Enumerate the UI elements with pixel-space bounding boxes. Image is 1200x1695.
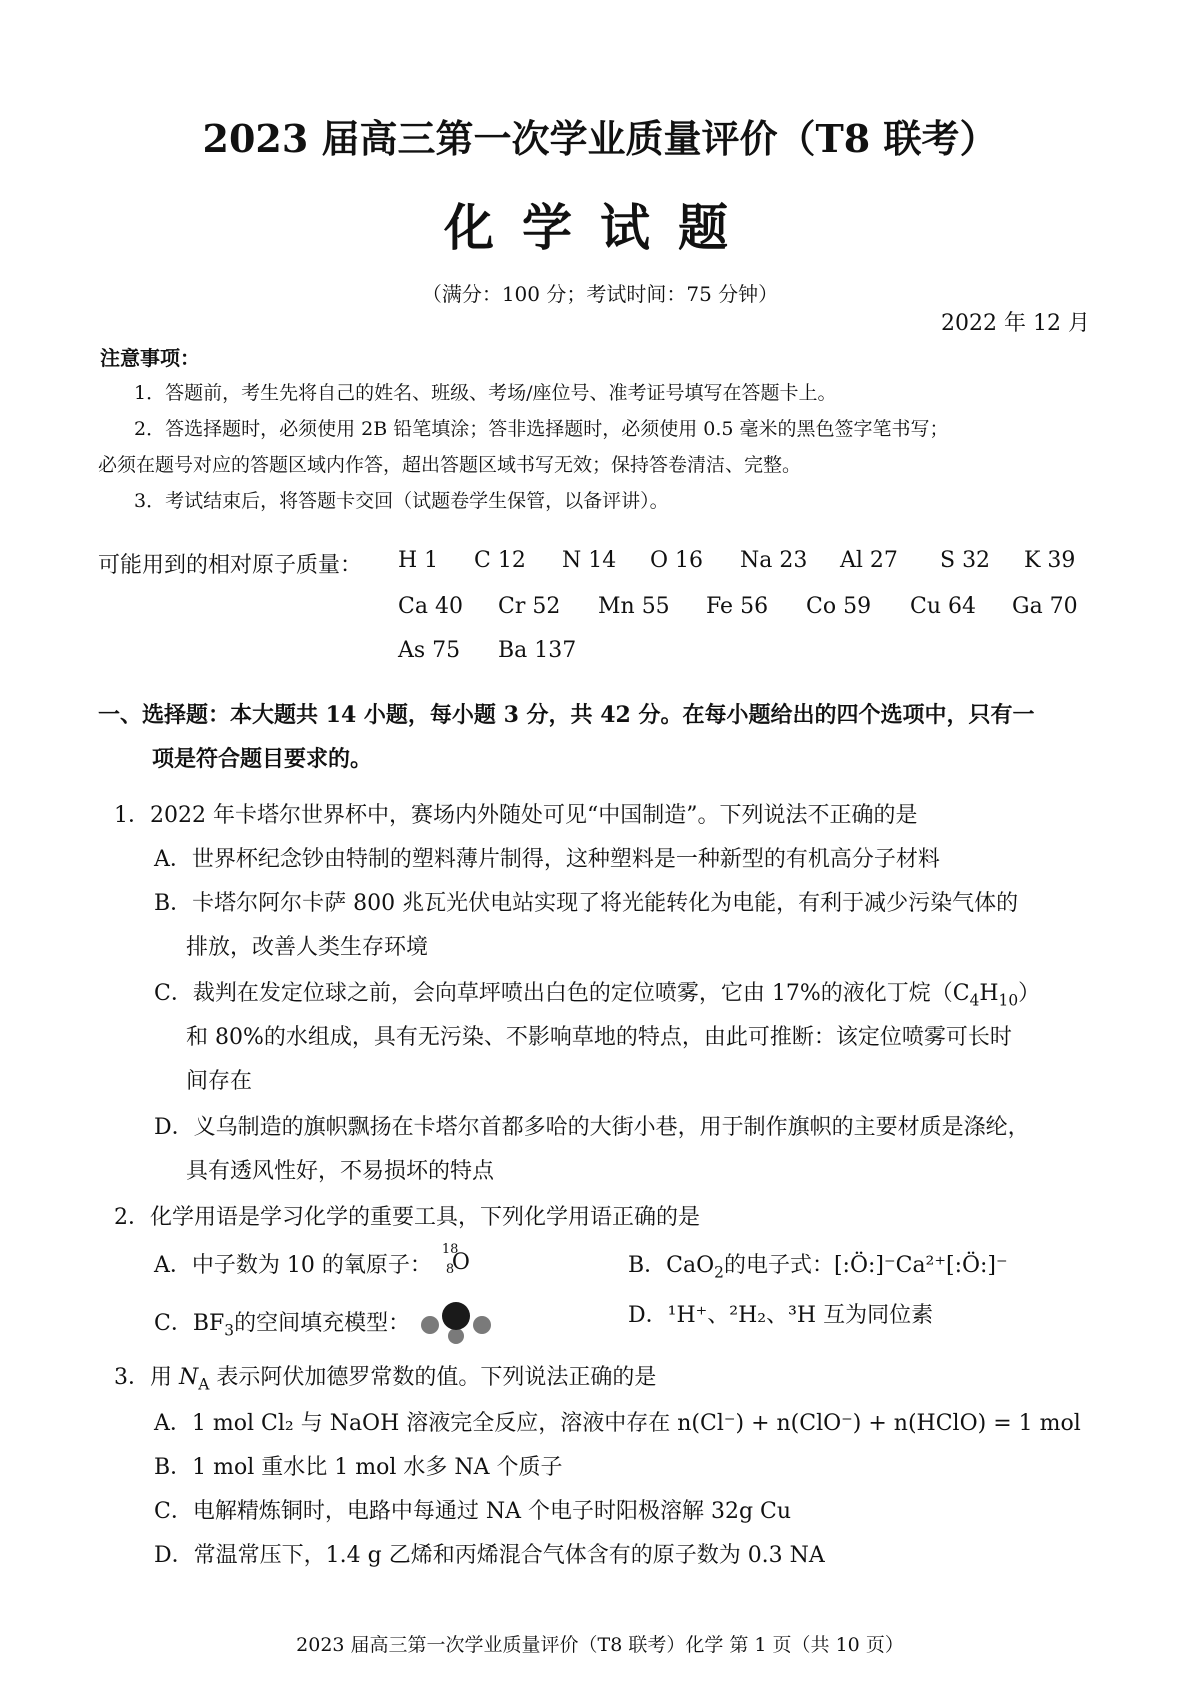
question-1-option-b-cont: 排放，改善人类生存环境 — [186, 935, 429, 960]
option-text: B．CaO — [628, 1253, 715, 1278]
notice-item-3: 3．考试结束后，将答题卡交回（试题卷学生保管，以备评讲）。 — [134, 490, 669, 512]
option-text: 的电子式： — [723, 1253, 834, 1278]
element-symbol: O — [451, 1250, 470, 1275]
atomic-mass: Ba 137 — [498, 638, 577, 663]
question-text: 3．用 — [114, 1365, 179, 1390]
atomic-mass: O 16 — [650, 548, 704, 573]
subscript: 2 — [714, 1263, 724, 1282]
avogadro-symbol: N — [179, 1365, 199, 1390]
question-text: 表示阿伏加德罗常数的值。下列说法正确的是 — [209, 1365, 657, 1390]
notice-item-2-cont: 必须在题号对应的答题区域内作答，超出答题区域书写无效；保持答卷清洁、完整。 — [98, 454, 802, 476]
notice-heading: 注意事项： — [100, 346, 200, 370]
question-3-option-c: C．电解精炼铜时，电路中每通过 NA 个电子时阳极溶解 32g Cu — [154, 1499, 792, 1524]
atomic-mass: K 39 — [1024, 548, 1076, 573]
question-3-option-d: D．常温常压下，1.4 g 乙烯和丙烯混合气体含有的原子数为 0.3 NA — [154, 1543, 825, 1568]
question-1-option-c — [154, 976, 1040, 1009]
option-text: D． — [628, 1303, 668, 1328]
question-2-option-c — [154, 1298, 496, 1344]
question-1-option-d-cont: 具有透风性好，不易损坏的特点 — [186, 1159, 495, 1184]
subscript: A — [198, 1375, 210, 1394]
atomic-mass: H 1 — [398, 548, 439, 573]
page-footer: 2023 届高三第一次学业质量评价（T8 联考）化学 第 1 页（共 10 页） — [296, 1634, 904, 1656]
option-text: C．裁判在发定位球之前，会向草坪喷出白色的定位喷雾，它由 17%的液化丁烷（C — [154, 981, 970, 1006]
bf3-space-filling-model-icon — [416, 1298, 496, 1344]
option-text: ） — [1018, 981, 1041, 1006]
atomic-mass: Mn 55 — [598, 594, 670, 619]
exam-meta: （满分：100 分；考试时间：75 分钟） — [421, 282, 779, 306]
atomic-mass: Cu 64 — [910, 594, 976, 619]
notice-item-1: 1．答题前，考生先将自己的姓名、班级、考场/座位号、准考证号填写在答题卡上。 — [134, 382, 837, 404]
atomic-number: 8 — [445, 1262, 455, 1277]
atomic-mass: Al 27 — [840, 548, 898, 573]
question-1-option-d: D．义乌制造的旗帜飘扬在卡塔尔首都多哈的大街小巷，用于制作旗帜的主要材质是涤纶， — [154, 1115, 1030, 1140]
atomic-mass: Na 23 — [740, 548, 808, 573]
question-3-stem — [114, 1360, 656, 1393]
atomic-mass-label: 可能用到的相对原子质量： — [98, 553, 363, 578]
option-text: H — [979, 981, 999, 1006]
atomic-mass: Fe 56 — [706, 594, 769, 619]
section-heading-cont: 项是符合题目要求的。 — [152, 746, 373, 772]
exam-title: 2023 届高三第一次学业质量评价（T8 联考） — [202, 116, 998, 161]
question-1-option-c-cont: 间存在 — [186, 1069, 253, 1094]
atomic-mass: Co 59 — [806, 594, 872, 619]
question-1-stem: 1．2022 年卡塔尔世界杯中，赛场内外随处可见“中国制造”。下列说法不正确的是 — [114, 803, 918, 828]
isotope-symbol — [432, 1242, 470, 1278]
question-3-option-a: A．1 mol Cl₂ 与 NaOH 溶液完全反应，溶液中存在 n(Cl⁻) + n(ClO⁻) + n(HClO) = 1 mol — [154, 1411, 1081, 1436]
option-text: A．中子数为 10 的氧原子： — [154, 1253, 432, 1278]
question-2-option-b — [628, 1248, 1008, 1281]
atomic-mass: As 75 — [398, 638, 461, 663]
option-text: 的空间填充模型： — [234, 1311, 411, 1336]
atomic-mass: S 32 — [940, 548, 991, 573]
question-1-option-a: A．世界杯纪念钞由特制的塑料薄片制得，这种塑料是一种新型的有机高分子材料 — [154, 847, 940, 872]
subscript: 3 — [224, 1321, 235, 1340]
section-heading: 一、选择题：本大题共 14 小题，每小题 3 分，共 42 分。在每小题给出的四个选项中，只有一 — [98, 702, 1035, 728]
atomic-mass: Cr 52 — [498, 594, 561, 619]
exam-date: 2022 年 12 月 — [941, 311, 1090, 336]
atomic-mass: Ga 70 — [1012, 594, 1078, 619]
subscript: 4 — [969, 991, 980, 1010]
notice-item-2: 2．答选择题时，必须使用 2B 铅笔填涂；答非选择题时，必须使用 0.5 毫米的黑色签字笔书写； — [134, 418, 949, 440]
question-2-option-d — [628, 1298, 933, 1329]
atomic-mass: N 14 — [562, 548, 617, 573]
question-1-option-b: B．卡塔尔阿尔卡萨 800 兆瓦光伏电站实现了将光能转化为电能，有利于减少污染气体的 — [154, 891, 1019, 916]
mass-number: 18 — [441, 1242, 459, 1257]
question-3-option-b: B．1 mol 重水比 1 mol 水多 NA 个质子 — [154, 1455, 563, 1480]
question-1-option-c-cont: 和 80%的水组成，具有无污染、不影响草地的特点，由此可推断：该定位喷雾可长时 — [186, 1025, 1012, 1050]
subscript: 10 — [998, 991, 1019, 1010]
question-2-stem: 2．化学用语是学习化学的重要工具，下列化学用语正确的是 — [114, 1205, 700, 1230]
electron-formula: [:Ö:]⁻Ca²⁺[:Ö:]⁻ — [833, 1253, 1008, 1278]
option-text: C．BF — [154, 1311, 225, 1336]
question-2-option-a — [154, 1242, 470, 1279]
atomic-mass: C 12 — [474, 548, 526, 573]
atomic-mass: Ca 40 — [398, 594, 463, 619]
subject-title: 化学试题 — [444, 198, 756, 257]
isotope-formula: ¹H⁺、²H₂、³H 互为同位素 — [667, 1303, 934, 1328]
